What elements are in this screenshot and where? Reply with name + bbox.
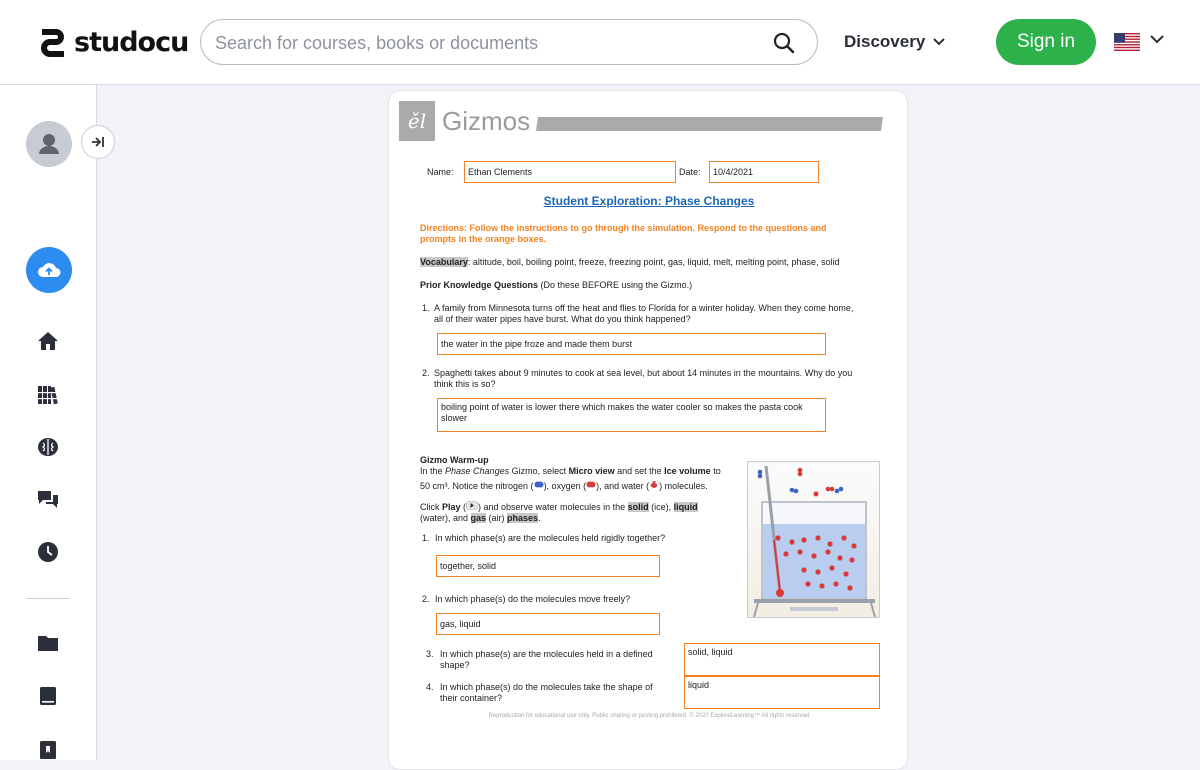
library-icon[interactable]	[36, 383, 60, 407]
warmup-l2a: 50 cm³. Notice the nitrogen (	[420, 481, 534, 491]
logo-text: studocu	[74, 26, 189, 58]
discovery-menu[interactable]	[844, 28, 945, 56]
click-k: phases	[507, 513, 539, 523]
q1-number: 1.	[422, 303, 430, 313]
sidebar-divider	[26, 598, 70, 599]
date-field[interactable]: 10/4/2021	[709, 161, 819, 183]
answer-box-q1[interactable]: the water in the pipe froze and made them burst	[437, 333, 826, 355]
click-l: .	[538, 513, 541, 523]
answer-box-w1[interactable]: together, solid	[436, 555, 660, 577]
q1-line-1: A family from Minnesota turns off the heat and flies to Florida for a winter holiday. When they come home,	[434, 303, 854, 313]
warmup-l2d: ) molecules.	[659, 481, 708, 491]
w1-question: In which phase(s) are the molecules held rigidly together?	[435, 533, 666, 543]
oxygen-molecule-icon	[586, 480, 596, 489]
gas-molecules	[758, 468, 844, 497]
click-c: (	[460, 502, 467, 512]
click-b: Play	[442, 502, 461, 512]
warmup-l1g: to	[710, 466, 721, 476]
w2-number: 2.	[422, 594, 430, 604]
home-icon[interactable]	[36, 329, 60, 353]
directions-line-1: Directions: Follow the instructions to go through the simulation. Respond to the questions and	[420, 223, 827, 233]
click-i: gas	[470, 513, 487, 523]
nitrogen-molecule-icon	[534, 480, 544, 489]
top-header	[0, 0, 1200, 85]
click-f: (ice),	[648, 502, 674, 512]
q2-number: 2.	[422, 368, 430, 378]
warmup-l2c: ), and water (	[596, 481, 650, 491]
bookmark-icon[interactable]	[36, 738, 60, 762]
warmup-l1a: In the	[420, 466, 446, 476]
document-page	[388, 90, 908, 770]
phase-changes-simulation-image	[747, 461, 880, 618]
warmup-line-1	[420, 466, 721, 477]
click-play-line-2	[420, 513, 541, 524]
prior-knowledge-heading	[420, 280, 692, 291]
warmup-title: Gizmo Warm-up	[420, 455, 489, 465]
q2-line-2: think this is so?	[434, 379, 496, 389]
avatar[interactable]	[26, 121, 72, 167]
studocu-logo-icon	[36, 25, 70, 59]
us-flag-icon[interactable]	[1114, 33, 1140, 51]
w3-number: 3.	[426, 649, 434, 659]
cloud-upload-icon	[37, 261, 61, 279]
answer-box-w4[interactable]: liquid	[684, 676, 880, 709]
header-bar	[536, 117, 883, 131]
gizmos-logo-icon: ěl	[399, 101, 435, 141]
warmup-l1e: and set the	[614, 466, 665, 476]
folder-icon[interactable]	[36, 631, 60, 655]
warmup-l1b: Phase Changes	[445, 466, 510, 476]
w4-number: 4.	[426, 682, 434, 692]
water-molecule-icon	[649, 480, 659, 489]
search-icon[interactable]	[773, 32, 795, 54]
document-title: Student Exploration: Phase Changes	[543, 194, 755, 208]
click-h: (water), and	[420, 513, 471, 523]
w4-line-2: their container?	[440, 693, 503, 703]
answer-q2-line-2: slower	[441, 413, 468, 423]
w4-line-1: In which phase(s) do the molecules take the shape of	[440, 682, 653, 692]
upload-button[interactable]	[26, 247, 72, 293]
name-label: Name:	[427, 167, 454, 177]
w3-line-1: In which phase(s) are the molecules held in a defined	[440, 649, 653, 659]
play-icon	[466, 501, 478, 510]
prior-label: Prior Knowledge Questions	[420, 280, 539, 290]
answer-box-w2[interactable]: gas, liquid	[436, 613, 660, 635]
click-a: Click	[420, 502, 442, 512]
gizmos-brand: Gizmos	[442, 106, 531, 136]
w1-number: 1.	[422, 533, 430, 543]
studocu-logo[interactable]	[36, 24, 188, 60]
warmup-l1c: Gizmo, select	[509, 466, 569, 476]
q1-line-2: all of their water pipes have burst. What do you think happened?	[434, 314, 691, 324]
vocabulary-text: : altitude, boil, boiling point, freeze, freezing point, gas, liquid, melt, melting point, phase, solid	[467, 257, 840, 267]
expand-sidebar-button[interactable]	[81, 125, 115, 159]
chevron-down-icon[interactable]	[1150, 34, 1164, 44]
click-play-line-1	[420, 501, 698, 513]
discovery-label: Discovery	[844, 32, 926, 51]
beaker-illustration	[748, 462, 880, 618]
click-g: liquid	[673, 502, 698, 512]
search-input[interactable]	[215, 30, 755, 56]
warmup-line-2	[420, 480, 708, 492]
answer-box-w3[interactable]: solid, liquid	[684, 643, 880, 676]
clock-icon[interactable]	[36, 540, 60, 564]
left-sidebar	[0, 85, 97, 760]
chevron-down-icon	[933, 38, 945, 46]
click-j: (air)	[486, 513, 508, 523]
answer-box-q2[interactable]	[437, 398, 826, 432]
w2-question: In which phase(s) do the molecules move freely?	[435, 594, 631, 604]
warmup-l1d: Micro view	[568, 466, 615, 476]
click-e: solid	[627, 502, 649, 512]
name-field[interactable]: Ethan Clements	[464, 161, 676, 183]
book-icon[interactable]	[36, 684, 60, 708]
prior-note: (Do these BEFORE using the Gizmo.)	[538, 280, 693, 290]
date-label: Date:	[679, 167, 701, 177]
copyright-footer: Reproduction for educational use only. Public sharing or posting prohibited. © 2020 ExploreLearning™ All rights reserved	[488, 713, 810, 719]
chat-icon[interactable]	[36, 487, 60, 511]
vocabulary	[420, 257, 840, 268]
warmup-l2b: ), oxygen (	[543, 481, 587, 491]
arrow-right-bar-icon	[91, 136, 105, 148]
user-icon	[26, 121, 72, 167]
search-bar[interactable]	[200, 19, 818, 65]
brain-icon[interactable]	[36, 435, 60, 459]
warmup-l1f: Ice volume	[664, 466, 711, 476]
w3-line-2: shape?	[440, 660, 470, 670]
vocabulary-label: Vocabulary	[420, 257, 468, 267]
click-d: ) and observe water molecules in the	[478, 502, 628, 512]
directions-line-2: prompts in the orange boxes.	[420, 234, 547, 244]
q2-line-1: Spaghetti takes about 9 minutes to cook at sea level, but about 14 minutes in the mountains. Why do you	[434, 368, 853, 378]
answer-q2-line-1: boiling point of water is lower there which makes the water cooler so makes the pasta cook	[441, 402, 803, 412]
sign-in-button[interactable]: Sign in	[996, 19, 1096, 65]
